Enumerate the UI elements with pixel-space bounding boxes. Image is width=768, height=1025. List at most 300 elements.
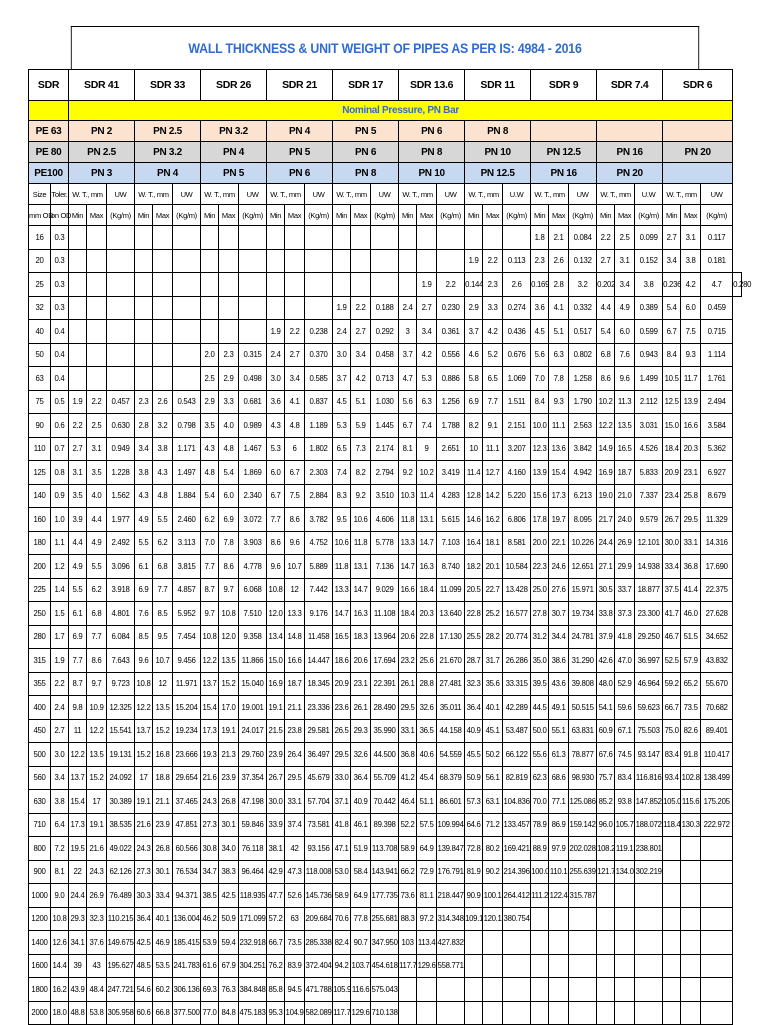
value-cell: 11.971 bbox=[173, 672, 201, 696]
value-cell: 21.6 bbox=[87, 837, 107, 861]
value-cell: 72.9 bbox=[417, 860, 437, 884]
value-cell: 20.774 bbox=[503, 625, 531, 649]
value-cell: 1.499 bbox=[635, 367, 663, 391]
value-cell: 36.997 bbox=[635, 649, 663, 673]
value-cell: 42.6 bbox=[597, 649, 615, 673]
value-cell: 14.7 bbox=[417, 531, 437, 555]
unit-header-cell: (Kg/m) bbox=[371, 205, 399, 226]
value-cell: 582.089 bbox=[305, 1001, 333, 1025]
value-cell: 78.877 bbox=[569, 743, 597, 767]
value-cell: 20.3 bbox=[417, 602, 437, 626]
value-cell: 36.4 bbox=[351, 766, 371, 790]
size-cell: 500 bbox=[29, 743, 51, 767]
value-cell: 11.1 bbox=[483, 437, 503, 461]
value-cell: 47.198 bbox=[239, 790, 267, 814]
table-row bbox=[29, 602, 742, 626]
value-cell: 9.7 bbox=[219, 578, 239, 602]
value-cell: 32.6 bbox=[351, 743, 371, 767]
value-cell: 64.9 bbox=[351, 884, 371, 908]
value-cell: 18.7 bbox=[615, 461, 635, 485]
value-cell: 23.300 bbox=[635, 602, 663, 626]
value-cell: 52.5 bbox=[663, 649, 681, 673]
value-cell: 2.2 bbox=[87, 390, 107, 414]
value-cell bbox=[333, 249, 351, 273]
value-cell: 57.704 bbox=[305, 790, 333, 814]
sdr-header-cell: SDR 41 bbox=[69, 70, 135, 101]
value-cell: 6.0 bbox=[219, 484, 239, 508]
value-cell: 0.202 bbox=[597, 273, 615, 297]
value-cell bbox=[635, 978, 663, 1002]
value-cell: 25.8 bbox=[681, 484, 701, 508]
value-cell: 15.6 bbox=[531, 484, 549, 508]
table-row bbox=[29, 390, 742, 414]
value-cell: 66.7 bbox=[267, 931, 285, 955]
value-cell: 105.9 bbox=[333, 978, 351, 1002]
value-cell: 3.3 bbox=[483, 296, 503, 320]
value-cell: 9.8 bbox=[69, 696, 87, 720]
value-cell: 7.7 bbox=[483, 390, 503, 414]
value-cell: 2.7 bbox=[417, 296, 437, 320]
value-cell: 5.889 bbox=[305, 555, 333, 579]
value-cell: 3.9 bbox=[69, 508, 87, 532]
value-cell: 16.5 bbox=[615, 437, 635, 461]
value-cell: 10.8 bbox=[201, 625, 219, 649]
value-cell: 61.6 bbox=[201, 954, 219, 978]
value-cell: 11.866 bbox=[239, 649, 267, 673]
value-cell: 195.627 bbox=[107, 954, 135, 978]
value-cell: 9.6 bbox=[285, 531, 305, 555]
value-cell: 15.2 bbox=[153, 719, 173, 743]
value-cell: 21.670 bbox=[437, 649, 465, 673]
value-cell: 109.994 bbox=[437, 813, 465, 837]
value-cell bbox=[153, 343, 173, 367]
value-cell: 94.5 bbox=[285, 978, 305, 1002]
value-cell: 36.5 bbox=[417, 719, 437, 743]
value-cell: 15.2 bbox=[135, 743, 153, 767]
value-cell: 48.5 bbox=[135, 954, 153, 978]
value-cell: 5.6 bbox=[531, 343, 549, 367]
value-cell: 77.1 bbox=[549, 790, 569, 814]
unit-header-cell: (Kg/m) bbox=[107, 205, 135, 226]
value-cell: 5.2 bbox=[483, 343, 503, 367]
table-row bbox=[29, 320, 742, 344]
tolerance-cell: 12.6 bbox=[51, 931, 69, 955]
value-cell bbox=[503, 978, 531, 1002]
table-row bbox=[29, 249, 742, 273]
value-cell: 12 bbox=[153, 672, 173, 696]
value-cell: 7.510 bbox=[239, 602, 267, 626]
value-cell: 5.5 bbox=[153, 508, 173, 532]
pn-rating-cell: PN 16 bbox=[597, 142, 663, 163]
table-row bbox=[29, 790, 742, 814]
value-cell: 15.2 bbox=[219, 672, 239, 696]
unit-header-cell: Max bbox=[219, 205, 239, 226]
value-cell: 6.0 bbox=[267, 461, 285, 485]
value-cell: 218.447 bbox=[437, 884, 465, 908]
value-cell: 8.7 bbox=[69, 672, 87, 696]
value-cell bbox=[135, 320, 153, 344]
value-cell: 8.6 bbox=[267, 531, 285, 555]
value-cell bbox=[69, 226, 87, 250]
value-cell: 2.8 bbox=[549, 273, 569, 297]
value-cell: 20.3 bbox=[681, 437, 701, 461]
value-cell: 15.4 bbox=[549, 461, 569, 485]
pn-rating-cell: PN 8 bbox=[399, 142, 465, 163]
value-cell bbox=[465, 978, 483, 1002]
value-cell: 21.1 bbox=[285, 696, 305, 720]
sdr-header-cell: SDR 33 bbox=[135, 70, 201, 101]
value-cell: 3.1 bbox=[69, 461, 87, 485]
value-cell: 26.9 bbox=[87, 884, 107, 908]
value-cell: 2.2 bbox=[437, 273, 465, 297]
value-cell: 1.511 bbox=[503, 390, 531, 414]
value-cell bbox=[701, 978, 733, 1002]
value-cell: 0.949 bbox=[107, 437, 135, 461]
value-cell bbox=[635, 931, 663, 955]
value-cell bbox=[701, 884, 733, 908]
value-cell: 6.0 bbox=[615, 320, 635, 344]
size-cell: 90 bbox=[29, 414, 51, 438]
value-cell: 12.2 bbox=[135, 696, 153, 720]
tolerance-cell: 1.7 bbox=[51, 625, 69, 649]
value-cell: 23.8 bbox=[285, 719, 305, 743]
value-cell: 77.0 bbox=[201, 1001, 219, 1025]
value-cell: 6.7 bbox=[267, 484, 285, 508]
size-cell: 32 bbox=[29, 296, 51, 320]
value-cell: 23.1 bbox=[351, 672, 371, 696]
value-cell: 0.117 bbox=[701, 226, 733, 250]
value-cell: 134.0 bbox=[615, 860, 635, 884]
value-cell: 17.690 bbox=[701, 555, 733, 579]
value-cell: 116.816 bbox=[635, 766, 663, 790]
value-cell bbox=[437, 978, 465, 1002]
value-cell: 12.325 bbox=[107, 696, 135, 720]
value-cell: 5.6 bbox=[399, 390, 417, 414]
value-cell: 4.3 bbox=[153, 461, 173, 485]
value-cell: 0.458 bbox=[371, 343, 399, 367]
value-cell: 9.579 bbox=[635, 508, 663, 532]
pn-rating-cell: PN 10 bbox=[399, 163, 465, 184]
value-cell: 51.9 bbox=[351, 837, 371, 861]
value-cell: 53.8 bbox=[87, 1001, 107, 1025]
value-cell: 19.1 bbox=[219, 719, 239, 743]
value-cell: 46.1 bbox=[351, 813, 371, 837]
value-cell: 36.8 bbox=[399, 743, 417, 767]
value-cell: 2.794 bbox=[371, 461, 399, 485]
value-cell: 37.3 bbox=[615, 602, 635, 626]
value-cell: 110.215 bbox=[107, 907, 135, 931]
value-cell: 136.004 bbox=[173, 907, 201, 931]
value-cell: 60.566 bbox=[173, 837, 201, 861]
value-cell bbox=[351, 226, 371, 250]
value-cell bbox=[285, 226, 305, 250]
value-cell: 6.5 bbox=[483, 367, 503, 391]
value-cell: 27.481 bbox=[437, 672, 465, 696]
value-cell: 35.011 bbox=[437, 696, 465, 720]
value-cell: 19.131 bbox=[107, 743, 135, 767]
value-cell: 31.290 bbox=[569, 649, 597, 673]
value-cell: 264.412 bbox=[503, 884, 531, 908]
value-cell: 575.043 bbox=[371, 978, 399, 1002]
value-cell: 0.886 bbox=[437, 367, 465, 391]
value-cell bbox=[107, 320, 135, 344]
value-cell: 0.315 bbox=[239, 343, 267, 367]
value-cell: 10 bbox=[465, 437, 483, 461]
pn-rating-cell: PN 12.5 bbox=[531, 142, 597, 163]
value-cell: 29.3 bbox=[69, 907, 87, 931]
value-cell: 8.2 bbox=[465, 414, 483, 438]
value-cell: 11.099 bbox=[437, 578, 465, 602]
size-cell: 1600 bbox=[29, 954, 51, 978]
value-cell: 10.8 bbox=[267, 578, 285, 602]
size-cell: 250 bbox=[29, 602, 51, 626]
value-cell bbox=[371, 273, 399, 297]
value-cell: 121.7 bbox=[597, 860, 615, 884]
value-cell: 16.2 bbox=[483, 508, 503, 532]
value-cell: 30.8 bbox=[201, 837, 219, 861]
value-cell: 11.3 bbox=[615, 390, 635, 414]
value-cell: 0.236 bbox=[663, 273, 681, 297]
value-cell bbox=[153, 320, 173, 344]
value-cell: 7.337 bbox=[635, 484, 663, 508]
value-cell: 0.389 bbox=[635, 296, 663, 320]
value-cell: 20.1 bbox=[483, 555, 503, 579]
value-cell: 40.9 bbox=[351, 790, 371, 814]
value-cell: 53.5 bbox=[153, 954, 173, 978]
value-cell: 32.3 bbox=[465, 672, 483, 696]
sdr-header-cell: SDR 17 bbox=[333, 70, 399, 101]
value-cell: 26.1 bbox=[399, 672, 417, 696]
tolerance-cell: 8.1 bbox=[51, 860, 69, 884]
value-cell bbox=[351, 273, 371, 297]
value-cell: 9.1 bbox=[483, 414, 503, 438]
value-cell: 52.9 bbox=[615, 672, 635, 696]
value-cell: 69.3 bbox=[201, 978, 219, 1002]
pn-rating-cell: PN 5 bbox=[267, 142, 333, 163]
value-cell: 30.389 bbox=[107, 790, 135, 814]
value-cell bbox=[663, 1001, 681, 1025]
value-cell: 6.9 bbox=[69, 625, 87, 649]
value-cell bbox=[135, 296, 153, 320]
value-cell: 46.964 bbox=[635, 672, 663, 696]
wall-thickness-header: W. T., mm bbox=[69, 184, 107, 205]
value-cell: 48.8 bbox=[69, 1001, 87, 1025]
value-cell: 2.563 bbox=[569, 414, 597, 438]
value-cell: 33.7 bbox=[615, 578, 635, 602]
value-cell: 57.3 bbox=[465, 790, 483, 814]
value-cell: 3.4 bbox=[663, 249, 681, 273]
value-cell: 23.9 bbox=[153, 813, 173, 837]
value-cell: 4.5 bbox=[531, 320, 549, 344]
value-cell: 372.404 bbox=[305, 954, 333, 978]
value-cell: 17.0 bbox=[219, 696, 239, 720]
value-cell: 0.798 bbox=[173, 414, 201, 438]
value-cell: 22.3 bbox=[531, 555, 549, 579]
table-row bbox=[29, 367, 742, 391]
size-cell: 280 bbox=[29, 625, 51, 649]
value-cell: 4.6 bbox=[465, 343, 483, 367]
pn-rating-cell: PN 8 bbox=[333, 163, 399, 184]
value-cell: 31.2 bbox=[531, 625, 549, 649]
size-cell: 110 bbox=[29, 437, 51, 461]
value-cell: 10.2 bbox=[417, 461, 437, 485]
pn-rating-cell: PN 6 bbox=[267, 163, 333, 184]
value-cell: 4.606 bbox=[371, 508, 399, 532]
value-cell: 21.0 bbox=[615, 484, 635, 508]
value-cell: 62.3 bbox=[531, 766, 549, 790]
value-cell: 4.0 bbox=[219, 414, 239, 438]
value-cell bbox=[615, 978, 635, 1002]
value-cell bbox=[615, 907, 635, 931]
value-cell: 5.220 bbox=[503, 484, 531, 508]
value-cell: 85.8 bbox=[267, 978, 285, 1002]
value-cell bbox=[663, 931, 681, 955]
value-cell: 16.3 bbox=[351, 602, 371, 626]
value-cell: 19.234 bbox=[173, 719, 201, 743]
value-cell bbox=[399, 978, 417, 1002]
tolerance-cell: 0.3 bbox=[51, 273, 69, 297]
value-cell bbox=[503, 1001, 531, 1025]
value-cell: 24.3 bbox=[201, 790, 219, 814]
value-cell: 113.708 bbox=[371, 837, 399, 861]
value-cell: 5.615 bbox=[437, 508, 465, 532]
value-cell: 29.5 bbox=[681, 508, 701, 532]
value-cell: 15.541 bbox=[107, 719, 135, 743]
pe-grade-row bbox=[29, 121, 742, 142]
value-cell: 4.942 bbox=[569, 461, 597, 485]
value-cell: 33.0 bbox=[333, 766, 351, 790]
value-cell: 60.9 bbox=[597, 719, 615, 743]
value-cell: 9.3 bbox=[549, 390, 569, 414]
value-cell: 4.8 bbox=[201, 461, 219, 485]
value-cell: 34.0 bbox=[219, 837, 239, 861]
value-cell: 61.3 bbox=[549, 743, 569, 767]
value-cell: 10.0 bbox=[531, 414, 549, 438]
value-cell: 16.3 bbox=[417, 555, 437, 579]
value-cell: 2.0 bbox=[201, 343, 219, 367]
value-cell: 5.3 bbox=[333, 414, 351, 438]
value-cell: 15.040 bbox=[239, 672, 267, 696]
value-cell: 8.3 bbox=[333, 484, 351, 508]
value-cell: 4.9 bbox=[615, 296, 635, 320]
value-cell: 2.9 bbox=[219, 367, 239, 391]
wall-thickness-header: W. T., mm bbox=[465, 184, 503, 205]
table-row bbox=[29, 226, 742, 250]
value-cell: 47.7 bbox=[267, 884, 285, 908]
value-cell: 0.543 bbox=[173, 390, 201, 414]
value-cell: 81.9 bbox=[465, 860, 483, 884]
value-cell: 2.7 bbox=[285, 343, 305, 367]
value-cell bbox=[569, 931, 597, 955]
value-cell: 55.1 bbox=[549, 719, 569, 743]
value-cell: 122.4 bbox=[549, 884, 569, 908]
unit-header-row bbox=[29, 205, 742, 226]
value-cell bbox=[87, 226, 107, 250]
value-cell bbox=[267, 249, 285, 273]
value-cell: 6.084 bbox=[107, 625, 135, 649]
value-cell bbox=[173, 296, 201, 320]
value-cell bbox=[135, 273, 153, 297]
size-header: Size bbox=[29, 184, 51, 205]
value-cell: 13.6 bbox=[549, 437, 569, 461]
value-cell bbox=[597, 954, 615, 978]
tolerance-cell: 18.0 bbox=[51, 1001, 69, 1025]
value-cell: 43.9 bbox=[69, 978, 87, 1002]
table-row bbox=[29, 273, 742, 297]
value-cell: 2.2 bbox=[597, 226, 615, 250]
value-cell: 17 bbox=[135, 766, 153, 790]
value-cell: 19.0 bbox=[597, 484, 615, 508]
value-cell: 28.8 bbox=[417, 672, 437, 696]
sdr-header-cell: SDR bbox=[29, 70, 69, 101]
value-cell: 7.8 bbox=[549, 367, 569, 391]
value-cell bbox=[483, 226, 503, 250]
value-cell: 1.228 bbox=[107, 461, 135, 485]
value-cell bbox=[399, 1001, 417, 1025]
value-cell bbox=[417, 226, 437, 250]
value-cell: 50.9 bbox=[465, 766, 483, 790]
value-cell: 83.4 bbox=[615, 766, 635, 790]
value-cell: 0.113 bbox=[503, 249, 531, 273]
value-cell: 2.6 bbox=[503, 273, 531, 297]
value-cell: 45.1 bbox=[483, 719, 503, 743]
value-cell: 9.6 bbox=[135, 649, 153, 673]
value-cell: 8.5 bbox=[153, 602, 173, 626]
value-cell: 10.226 bbox=[569, 531, 597, 555]
value-cell bbox=[285, 296, 305, 320]
value-cell: 77.8 bbox=[351, 907, 371, 931]
value-cell: 33.8 bbox=[597, 602, 615, 626]
value-cell: 27.628 bbox=[701, 602, 733, 626]
unit-weight-header: UW bbox=[371, 184, 399, 205]
value-cell: 129.6 bbox=[417, 954, 437, 978]
value-cell: 97.2 bbox=[417, 907, 437, 931]
value-cell bbox=[531, 907, 549, 931]
table-row bbox=[29, 719, 742, 743]
value-cell: 58.9 bbox=[399, 837, 417, 861]
value-cell: 4.9 bbox=[135, 508, 153, 532]
size-cell: 225 bbox=[29, 578, 51, 602]
value-cell: 0.280 bbox=[733, 273, 742, 297]
value-cell bbox=[635, 954, 663, 978]
value-cell: 9.5 bbox=[153, 625, 173, 649]
value-cell: 26.286 bbox=[503, 649, 531, 673]
value-cell bbox=[681, 907, 701, 931]
value-cell: 83.4 bbox=[663, 743, 681, 767]
value-cell: 15.0 bbox=[663, 414, 681, 438]
value-cell: 7.7 bbox=[267, 508, 285, 532]
unit-header-cell: Min bbox=[267, 205, 285, 226]
value-cell: 66.8 bbox=[153, 1001, 173, 1025]
value-cell: 29.3 bbox=[351, 719, 371, 743]
value-cell bbox=[201, 249, 219, 273]
value-cell: 72.8 bbox=[465, 837, 483, 861]
value-cell: 41.4 bbox=[681, 578, 701, 602]
value-cell: 238.801 bbox=[635, 837, 663, 861]
table-row bbox=[29, 625, 742, 649]
value-cell: 8.095 bbox=[569, 508, 597, 532]
value-cell: 7.6 bbox=[615, 343, 635, 367]
value-cell: 7.5 bbox=[285, 484, 305, 508]
value-cell: 19.734 bbox=[569, 602, 597, 626]
value-cell: 22.8 bbox=[465, 602, 483, 626]
value-cell bbox=[239, 249, 267, 273]
value-cell bbox=[173, 249, 201, 273]
tolerance-cell: 7.2 bbox=[51, 837, 69, 861]
value-cell: 29.654 bbox=[173, 766, 201, 790]
value-cell: 3.8 bbox=[135, 461, 153, 485]
unit-weight-header: UW bbox=[107, 184, 135, 205]
